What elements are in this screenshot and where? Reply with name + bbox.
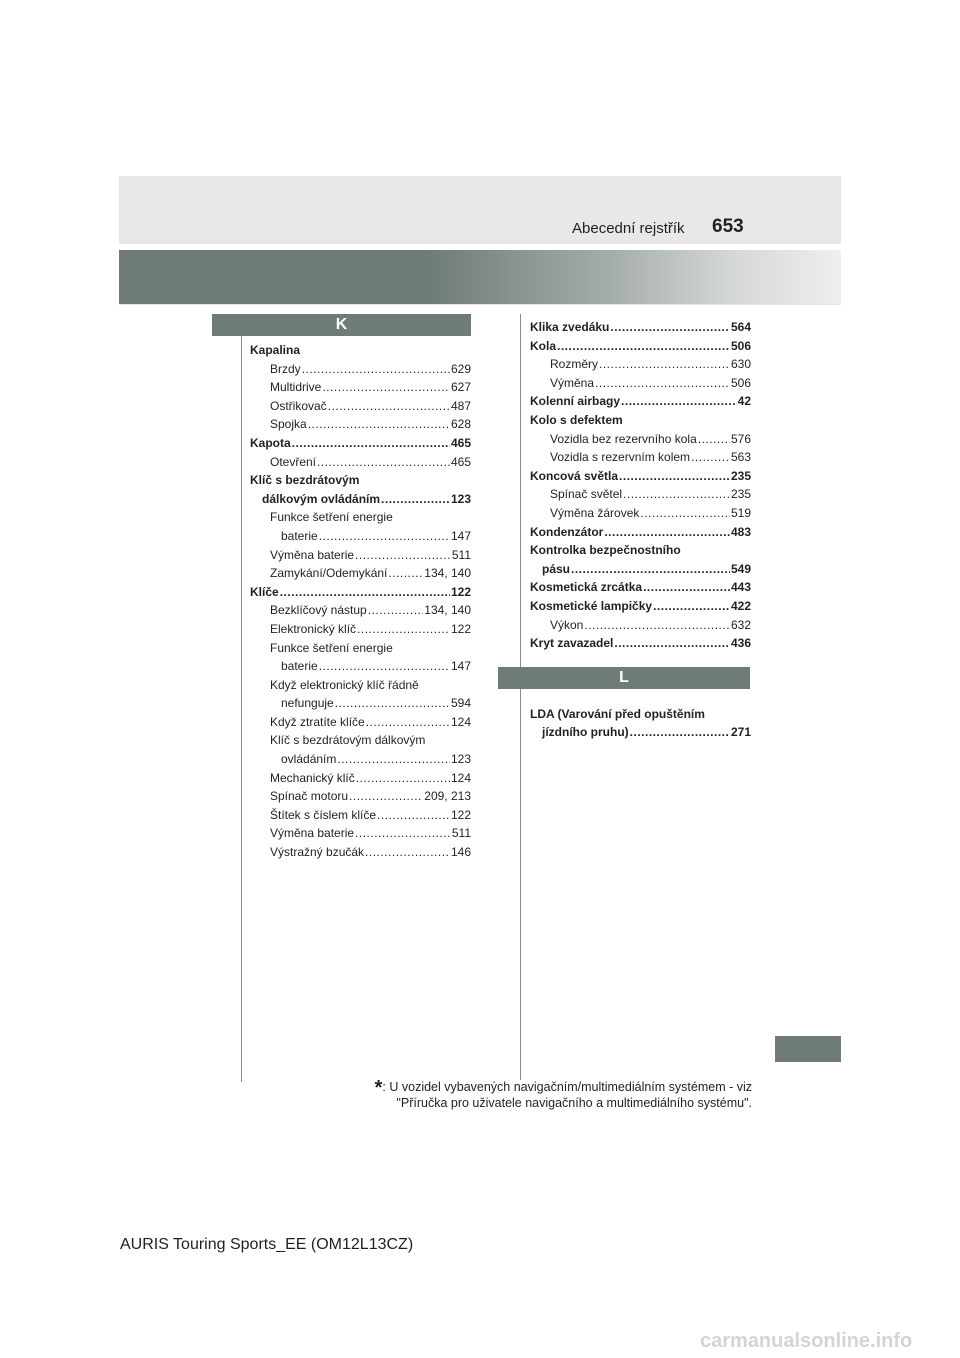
entry-term: pásu (542, 561, 571, 576)
entry-page: 235 (730, 468, 751, 483)
index-entry (250, 824, 471, 843)
entry-page: 511 (451, 547, 471, 562)
index-entry (250, 546, 471, 565)
entry-page: 422 (730, 598, 751, 613)
index-entry (250, 806, 471, 825)
footnote-line-2: "Příručka pro uživatele navigačního a multimediálního systému". (396, 1096, 752, 1110)
dot-leader (584, 616, 730, 635)
column-divider-left (241, 314, 242, 1082)
entry-term: Mechanický klíč (270, 770, 355, 785)
index-column-2 (530, 318, 751, 742)
index-column-1 (250, 314, 471, 862)
index-entry (250, 639, 471, 658)
entry-page: 465 (450, 435, 471, 450)
entry-term: Výstražný bzučák (270, 845, 365, 860)
dot-leader (322, 378, 450, 397)
entry-term: Funkce šetření energie (270, 510, 393, 525)
entry-term: Výměna baterie (270, 826, 355, 841)
index-entry (530, 523, 751, 542)
index-entry (250, 471, 471, 490)
dot-leader (640, 504, 730, 523)
entry-term: Kapalina (250, 343, 301, 357)
entry-term: Multidrive (270, 380, 322, 395)
index-entry (250, 415, 471, 434)
entry-page: 549 (730, 561, 751, 576)
footnote (334, 1077, 752, 1111)
entry-term: Vozidla s rezervním kolem (550, 450, 691, 465)
entry-term: Ostřikovač (270, 398, 327, 413)
dot-leader (653, 597, 730, 616)
dot-leader (381, 490, 450, 509)
index-entry (250, 527, 471, 546)
index-entry (250, 397, 471, 416)
index-entry (250, 378, 471, 397)
dot-leader (630, 723, 730, 742)
entry-term: nefunguje (281, 696, 334, 711)
entry-page: 436 (730, 636, 751, 651)
dot-leader (691, 448, 730, 467)
entry-list (530, 705, 751, 742)
entry-term: Rozměry (550, 357, 599, 372)
entry-term: Zamykání/Odemykání (270, 566, 388, 581)
entry-page: 123 (450, 491, 471, 506)
entry-list (250, 341, 471, 862)
entry-term: baterie (281, 528, 318, 543)
entry-page: 511 (451, 826, 471, 841)
entry-term: dálkovým ovládáním (262, 491, 381, 506)
dot-leader (365, 843, 450, 862)
entry-term: Kontrolka bezpečnostního (530, 543, 681, 558)
entry-page: 627 (450, 380, 471, 395)
entry-term: Bezklíčový nástup (270, 603, 367, 618)
entry-term: Spojka (270, 417, 307, 432)
entry-page: 122 (450, 621, 471, 636)
index-entry (530, 485, 751, 504)
entry-page: 122 (450, 807, 471, 822)
dot-leader (623, 485, 730, 504)
index-entry (530, 597, 751, 616)
footnote-marker: * (374, 1077, 383, 1099)
dot-leader (619, 467, 730, 486)
index-entry (530, 616, 751, 635)
dot-leader (621, 392, 737, 411)
entry-term: jízdního pruhu) (542, 725, 629, 740)
entry-term: Kolenní airbagy (530, 394, 621, 409)
entry-term: Výměna baterie (270, 547, 355, 562)
dot-leader (319, 657, 450, 676)
index-entry (530, 634, 751, 653)
entry-page: 506 (730, 338, 751, 353)
index-entry (530, 355, 751, 374)
dot-leader (335, 694, 450, 713)
entry-term: Když elektronický klíč řádně (270, 677, 419, 692)
dot-leader (368, 601, 424, 620)
dot-leader (377, 806, 450, 825)
entry-page: 134, 140 (424, 603, 471, 618)
entry-page: 146 (450, 845, 471, 860)
dot-leader (614, 634, 730, 653)
index-entry (250, 453, 471, 472)
entry-term: Kapota (250, 435, 291, 450)
footer-title: AURIS Touring Sports_EE (OM12L13CZ) (120, 1236, 414, 1253)
index-entry (530, 318, 751, 337)
entry-page: 629 (450, 361, 471, 376)
dot-leader (557, 337, 730, 356)
entry-page: 519 (730, 505, 751, 520)
entry-term: Spínač motoru (270, 789, 349, 804)
dot-leader (599, 355, 730, 374)
index-entry (250, 601, 471, 620)
entry-page: 465 (450, 454, 471, 469)
index-entry (250, 360, 471, 379)
entry-term: Kondenzátor (530, 524, 604, 539)
dot-leader (366, 713, 450, 732)
dot-leader (355, 824, 451, 843)
dot-leader (337, 750, 450, 769)
index-entry (530, 374, 751, 393)
dot-leader (604, 523, 730, 542)
index-entry (530, 504, 751, 523)
index-entry (530, 430, 751, 449)
entry-term: ovládáním (281, 752, 337, 767)
entry-page: 506 (730, 375, 751, 390)
entry-term: Klíče (250, 584, 279, 599)
dot-leader (280, 583, 450, 602)
dot-leader (349, 787, 423, 806)
index-entry (530, 448, 751, 467)
entry-page: 271 (730, 725, 751, 740)
entry-term: baterie (281, 659, 318, 674)
dot-leader (328, 397, 450, 416)
dot-leader (357, 620, 450, 639)
entry-term: Koncová světla (530, 468, 619, 483)
index-entry (530, 560, 751, 579)
entry-term: Vozidla bez rezervního kola (550, 431, 697, 446)
entry-page: 594 (450, 696, 471, 711)
index-entry (250, 508, 471, 527)
entry-page: 147 (450, 528, 471, 543)
entry-page: 576 (730, 431, 751, 446)
index-entry (250, 787, 471, 806)
index-entry (530, 705, 751, 724)
index-entry (250, 434, 471, 453)
index-entry (250, 564, 471, 583)
index-entry (250, 657, 471, 676)
entry-page: 235 (730, 487, 751, 502)
entry-term: Výměna (550, 375, 595, 390)
header-gradient-band (119, 250, 841, 304)
entry-page: 483 (730, 524, 751, 539)
index-entry (250, 490, 471, 509)
index-entry (250, 583, 471, 602)
dot-leader (643, 578, 730, 597)
entry-page: 628 (450, 417, 471, 432)
dot-leader (610, 318, 730, 337)
letter-heading-k: K (212, 314, 471, 336)
entry-term: Klíč s bezdrátovým (250, 473, 360, 488)
dot-leader (356, 769, 450, 788)
dot-leader (308, 415, 450, 434)
entry-term: Kosmetická zrcátka (530, 580, 643, 595)
entry-term: Elektronický klíč (270, 621, 357, 636)
entry-term: Otevření (270, 454, 317, 469)
dot-leader (571, 560, 730, 579)
index-entry (530, 392, 751, 411)
dot-leader (319, 527, 450, 546)
index-entry (250, 769, 471, 788)
entry-term: Kola (530, 338, 557, 353)
column-divider-middle (520, 314, 521, 1080)
entry-term: Funkce šetření energie (270, 640, 393, 655)
dot-leader (292, 434, 450, 453)
index-entry (250, 713, 471, 732)
index-entry (250, 694, 471, 713)
index-entry (530, 337, 751, 356)
entry-term: Výměna žárovek (550, 505, 640, 520)
entry-term: Kosmetické lampičky (530, 598, 653, 613)
entry-term: Klika zvedáku (530, 320, 610, 334)
entry-page: 124 (450, 770, 471, 785)
index-entry (530, 411, 751, 430)
index-entry (250, 341, 471, 360)
chapter-tab (775, 1036, 841, 1062)
index-entry (530, 541, 751, 560)
dot-leader (698, 430, 730, 449)
index-entry (250, 676, 471, 695)
index-entry (250, 843, 471, 862)
entry-page: 147 (450, 659, 471, 674)
section-title: Abecední rejstřík (572, 220, 685, 237)
index-entry (530, 467, 751, 486)
entry-page: 632 (730, 617, 751, 632)
dot-leader (388, 564, 423, 583)
entry-page: 487 (450, 398, 471, 413)
index-entry (530, 723, 751, 742)
dot-leader (302, 360, 450, 379)
entry-page: 209, 213 (424, 789, 471, 804)
entry-term: Brzdy (270, 361, 301, 376)
entry-page: 42 (737, 394, 751, 409)
entry-page: 122 (450, 584, 471, 599)
entry-term: Výkon (550, 617, 584, 632)
entry-term: Klíč s bezdrátovým dálkovým (270, 733, 426, 748)
entry-term: Štítek s číslem klíče (270, 807, 377, 822)
entry-page: 564 (730, 320, 751, 334)
entry-page: 563 (730, 450, 751, 465)
entry-page: 630 (730, 357, 751, 372)
entry-list (530, 318, 751, 653)
watermark: carmanualsonline.info (700, 1330, 913, 1352)
entry-term: Kryt zavazadel (530, 636, 614, 651)
divider (119, 304, 841, 305)
entry-page: 134, 140 (424, 566, 471, 581)
entry-page: 124 (450, 714, 471, 729)
dot-leader (317, 453, 450, 472)
entry-term: Když ztratíte klíče (270, 714, 365, 729)
entry-page: 123 (450, 752, 471, 767)
entry-term: Kolo s defektem (530, 412, 623, 427)
dot-leader (595, 374, 730, 393)
index-entry (530, 578, 751, 597)
index-entry (250, 620, 471, 639)
page-number: 653 (712, 216, 744, 237)
letter-heading-l: L (498, 667, 750, 689)
entry-term: Spínač světel (550, 487, 623, 502)
index-entry (250, 731, 471, 750)
entry-term: LDA (Varování před opuštěním (530, 706, 705, 721)
dot-leader (355, 546, 451, 565)
index-entry (250, 750, 471, 769)
entry-page: 443 (730, 580, 751, 595)
footnote-line-1: : U vozidel vybavených navigačním/multimediálním systémem - viz (382, 1080, 752, 1094)
